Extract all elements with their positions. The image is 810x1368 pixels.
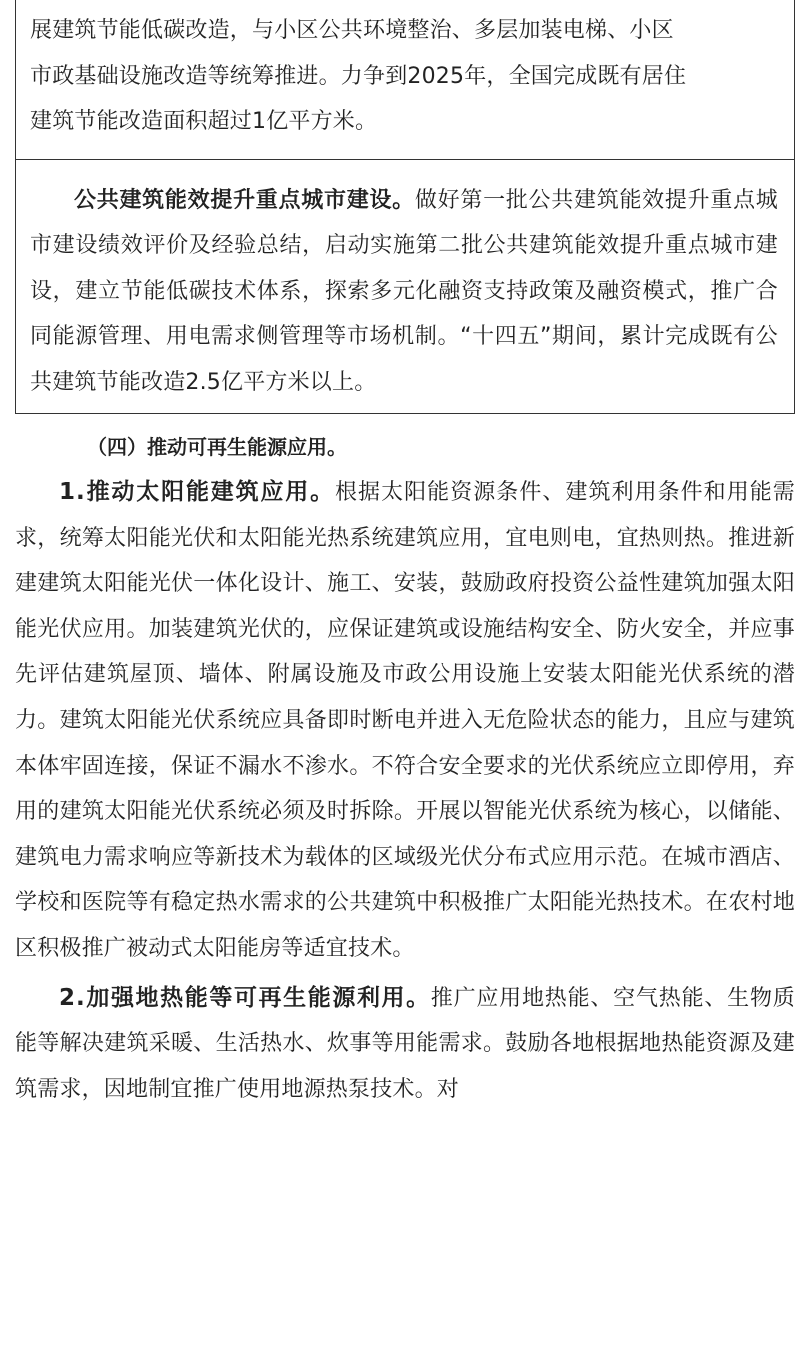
box-line-3: 建筑节能改造面积超过1亿平方米。 [30,109,378,134]
public-buildings-body: 做好第一批公共建筑能效提升重点城市建设绩效评价及经验总结，启动实施第二批公共建筑能效提升重点城市建设，建立节能低碳技术体系，探索多元化融资支持政策及融资模式，推广合同能源管理、用电需求侧管理等市场机制。“十四五”期间，累计完成既有公共建筑节能改造2.5亿平方米以上。 [30,187,778,395]
item-2-paragraph [15,976,795,1113]
public-buildings-lead: 公共建筑能效提升重点城市建设。 [74,187,415,213]
item-1-lead: 1.推动太阳能建筑应用。 [59,479,335,505]
text-box-public-buildings [15,160,795,415]
item-1-paragraph [15,470,795,972]
section-heading: （四）推动可再生能源应用。 [87,435,347,459]
item-1-body: 根据太阳能资源条件、建筑利用条件和用能需求，统筹太阳能光伏和太阳能光热系统建筑应用，宜电则电，宜热则热。推进新建建筑太阳能光伏一体化设计、施工、安装，鼓励政府投资公益性建筑加强太阳能光伏应用。加装建筑光伏的，应保证建筑或设施结构安全、防火安全，并应事先评估建筑屋顶、墙体、附属设施及市政公用设施上安装太阳能光伏系统的潜力。建筑太阳能光伏系统应具备即时断电并进入无危险状态的能力，且应与建筑本体牢固连接，保证不漏水不渗水。不符合安全要求的光伏系统应立即停用，弃用的建筑太阳能光伏系统必须及时拆除。开展以智能光伏系统为核心，以储能、建筑电力需求响应等新技术为载体的区域级光伏分布式应用示范。在城市酒店、学校和医院等有稳定热水需求的公共建筑中积极推广太阳能光热技术。在农村地区积极推广被动式太阳能房等适宜技术。 [15,480,795,961]
item-2-lead: 2.加强地热能等可再生能源利用。 [59,984,431,1011]
public-buildings-paragraph [30,178,778,406]
box-line-2: 市政基础设施改造等统筹推进。力争到2025年，全国完成既有居住 [30,63,687,89]
item-2-body: 推广应用地热能、空气热能、生物质能等解决建筑采暖、生活热水、炊事等用能需求。鼓励各地根据地热能资源及建筑需求，因地制宜推广使用地源热泵技术。对 [15,985,795,1102]
section-renewable-energy [15,426,795,1112]
text-box-residential [15,0,795,160]
box-line-1: 展建筑节能低碳改造，与小区公共环境整治、多层加装电梯、小区 [30,18,674,43]
